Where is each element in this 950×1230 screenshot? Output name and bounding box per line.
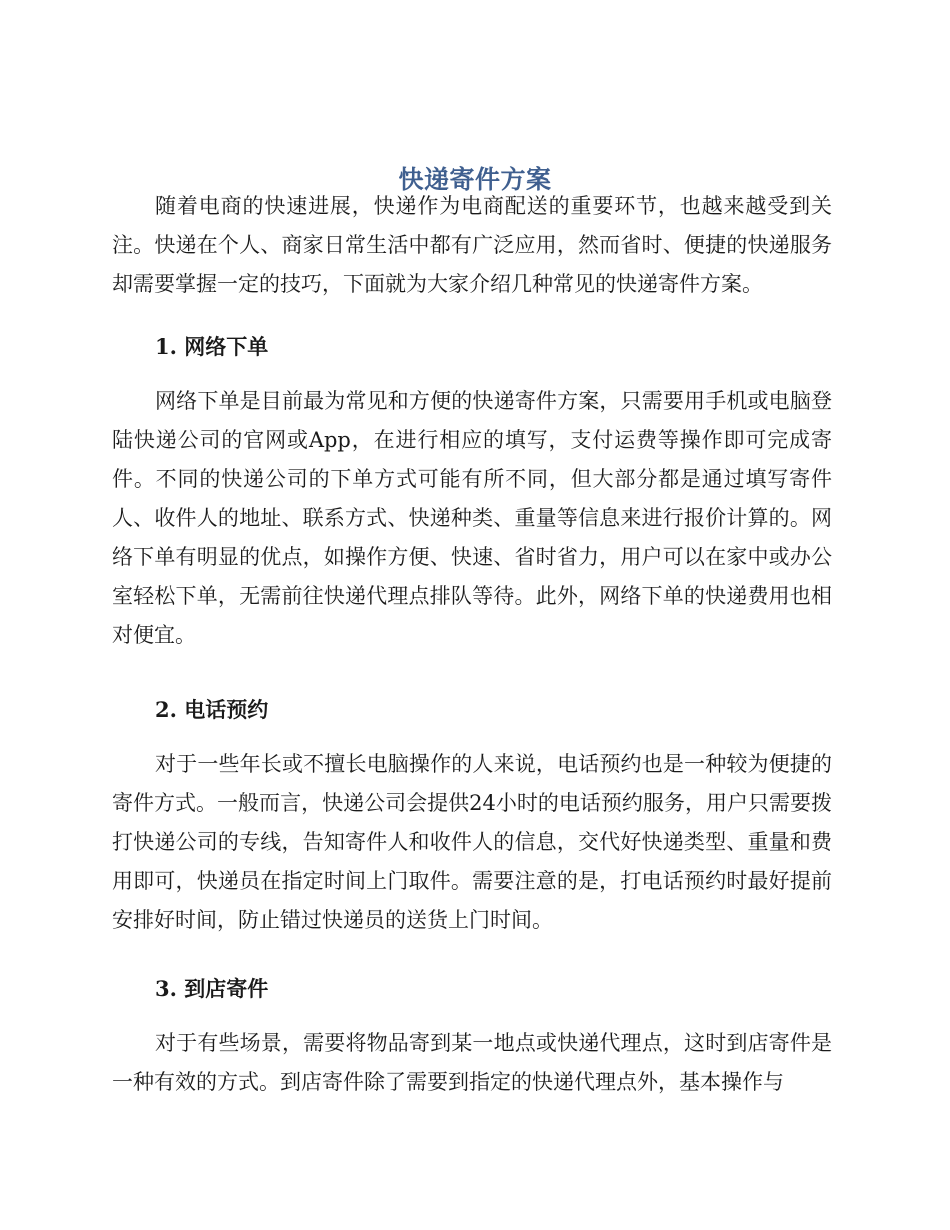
intro-paragraph: 随着电商的快速进展，快递作为电商配送的重要环节，也越来越受到关注。快递在个人、商家日常生活中都有广泛应用，然而省时、便捷的快递服务却需要掌握一定的技巧，下面就为大家介绍几种常见的快递寄件方案。 — [112, 194, 832, 296]
section-body-phone-booking: 对于一些年长或不擅长电脑操作的人来说，电话预约也是一种较为便捷的寄件方式。一般而言，快递公司会提供24小时的电话预约服务，用户只需要拨打快递公司的专线，告知寄件人和收件人的信息，交代好快递类型、重量和费用即可，快递员在指定时间上门取件。需要注意的是，打电话预约时最好提前安排好时间，防止错过快递员的送货上门时间。 — [112, 752, 832, 932]
section-body-online-order: 网络下单是目前最为常见和方便的快递寄件方案，只需要用手机或电脑登陆快递公司的官网或App，在进行相应的填写，支付运费等操作即可完成寄件。不同的快递公司的下单方式可能有所不同，但大部分都是通过填写寄件人、收件人的地址、联系方式、快递种类、重量等信息来进行报价计算的。网络下单有明显的优点，如操作方便、快速、省时省力，用户可以在家中或办公室轻松下单，无需前往快递代理点排队等待。此外，网络下单的快递费用也相对便宜。 — [112, 389, 832, 647]
section-heading-in-store: 3. 到店寄件 — [155, 976, 269, 1001]
document-title: 快递寄件方案 — [398, 164, 552, 194]
section-body-in-store: 对于有些场景，需要将物品寄到某一地点或快递代理点，这时到店寄件是一种有效的方式。到店寄件除了需要到指定的快递代理点外，基本操作与 — [112, 1031, 832, 1094]
section-heading-online-order: 1. 网络下单 — [155, 334, 269, 359]
section-heading-phone-booking: 2. 电话预约 — [155, 697, 269, 722]
